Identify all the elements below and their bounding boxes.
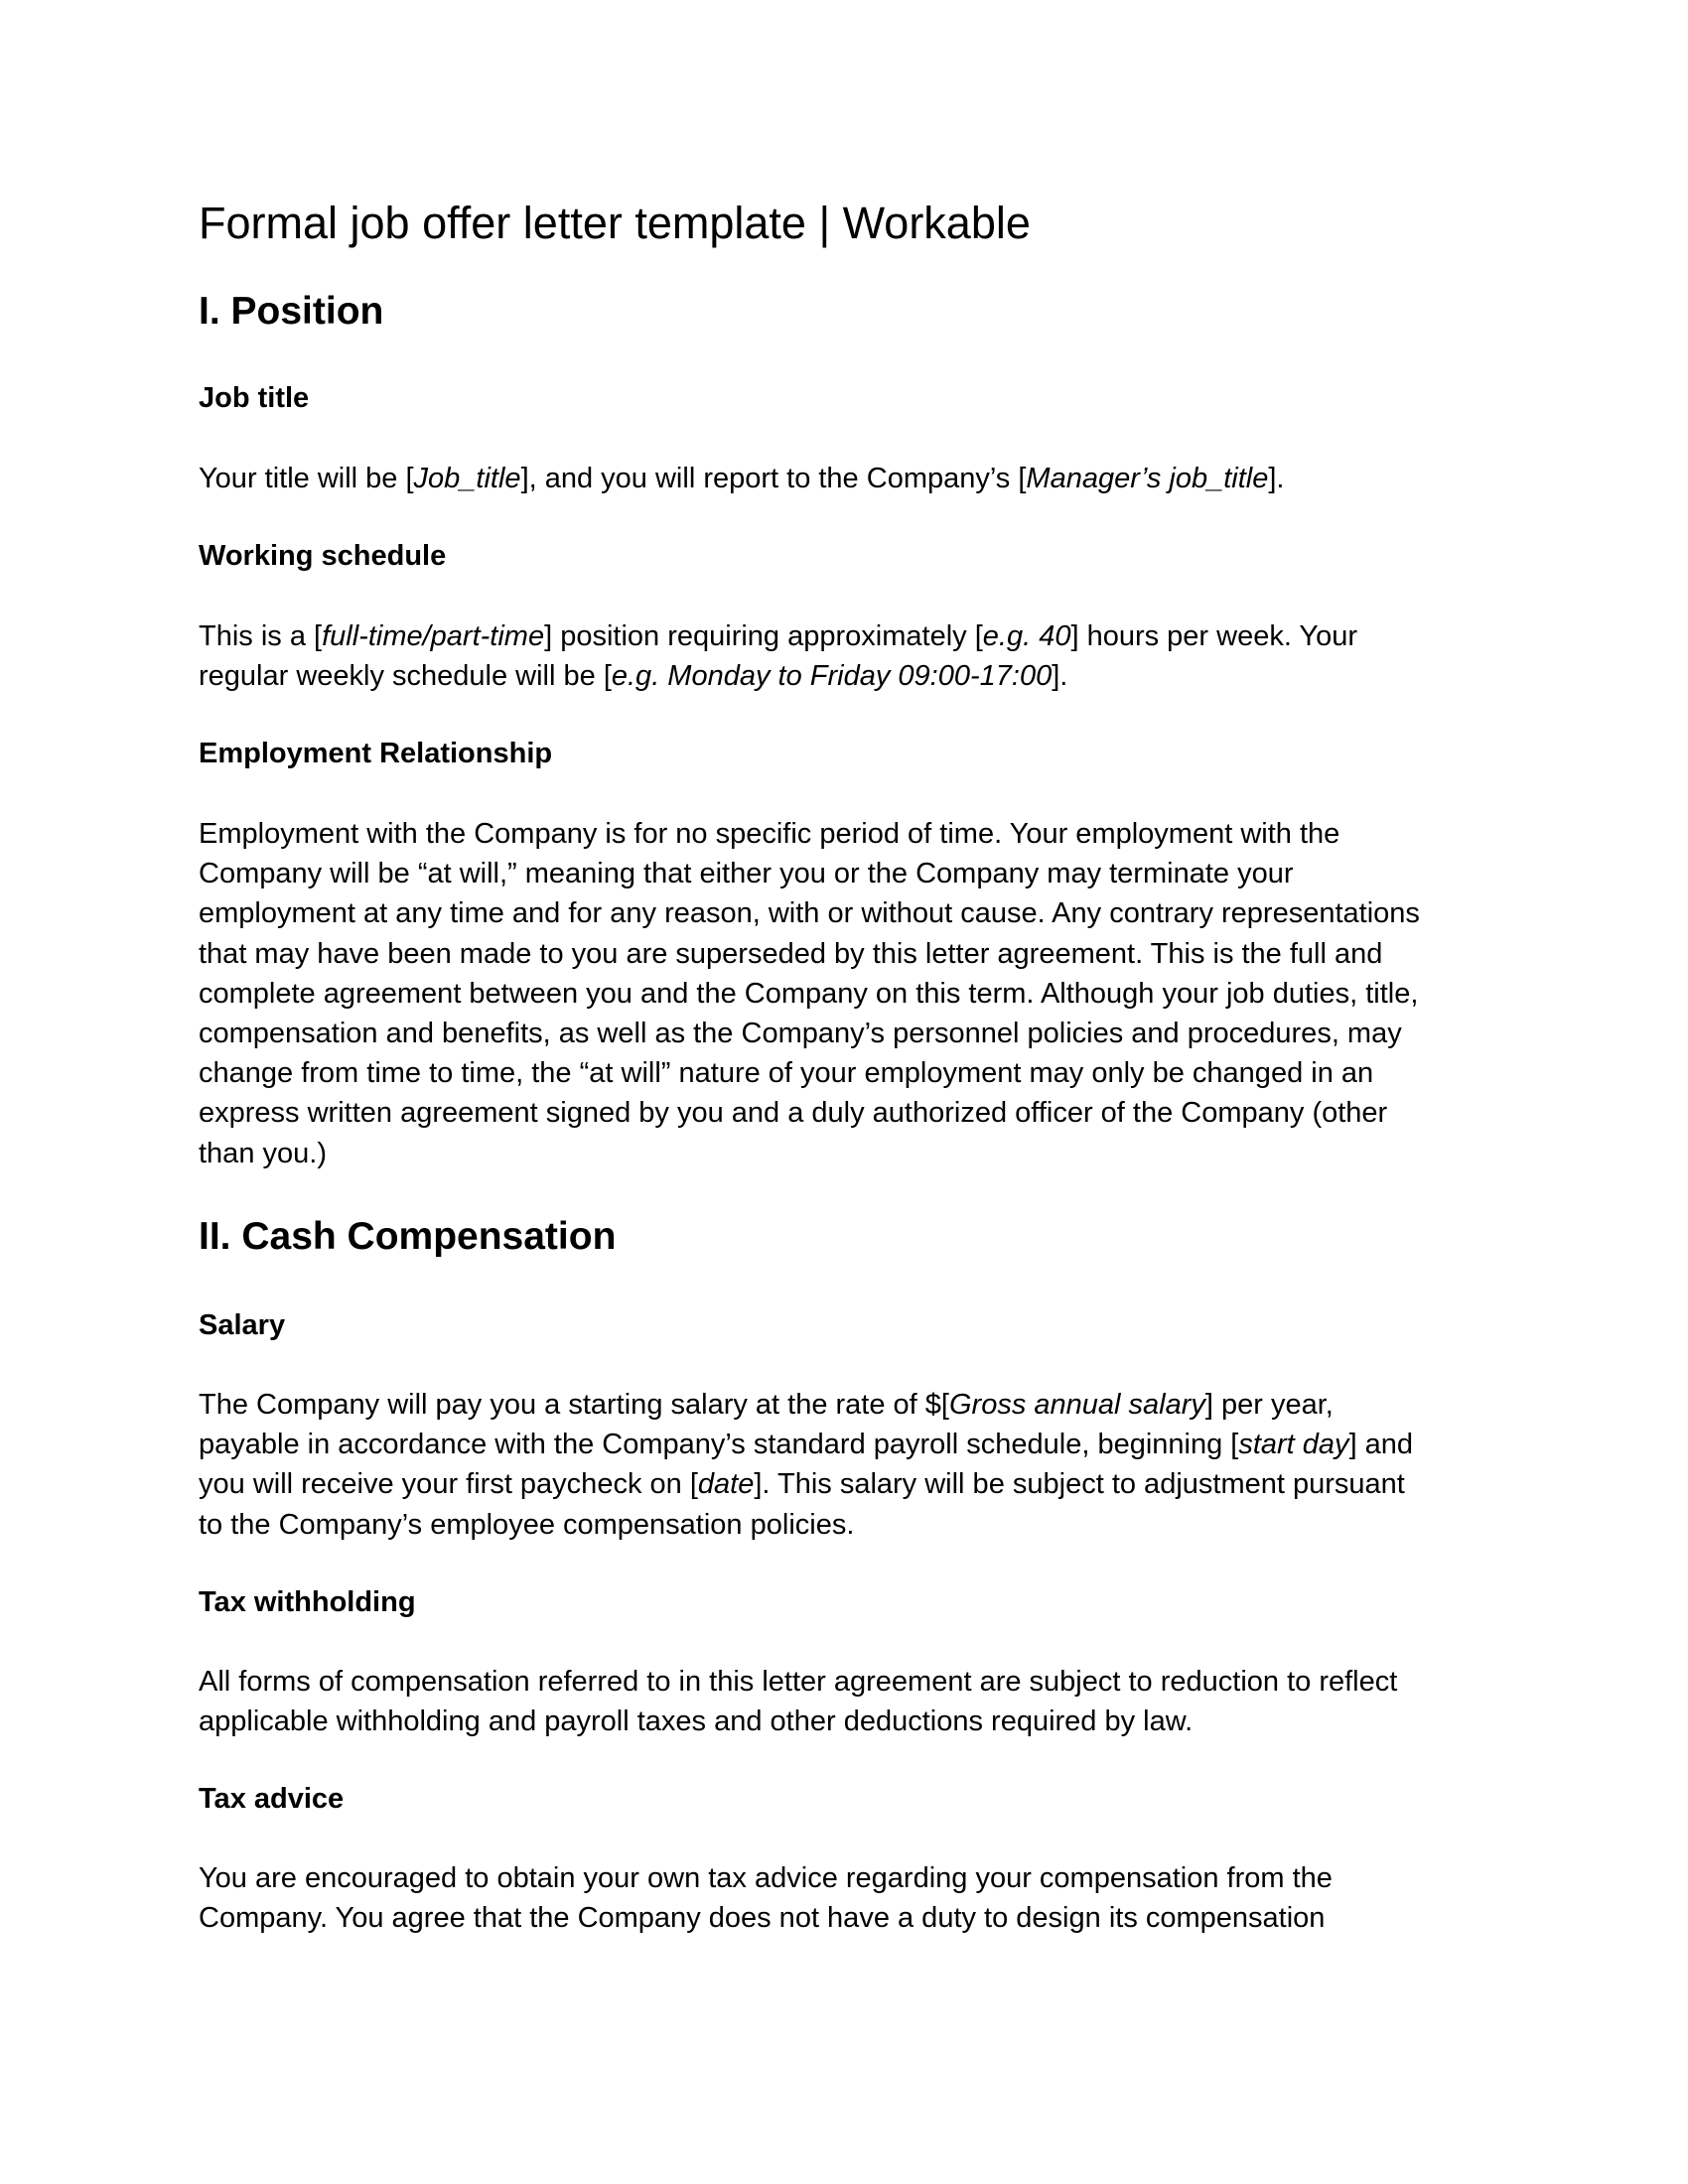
paragraph-line: compensation and benefits, as well as the Company’s personnel policies and procedures, may (199, 1018, 1402, 1050)
paragraph-line: you will receive your first paycheck on [date]. This salary will be subject to adjustment pursuant (199, 1468, 1405, 1501)
placeholder-hours: e.g. 40 (982, 620, 1071, 652)
paragraph-job-title (199, 459, 1499, 498)
paragraph-line: You are encouraged to obtain your own tax advice regarding your compensation from the (199, 1862, 1333, 1894)
placeholder-job-title: Job_title (413, 463, 521, 494)
subheading-salary: Salary (199, 1309, 286, 1341)
paragraph-line: applicable withholding and payroll taxes and other deductions required by law. (199, 1706, 1194, 1738)
subheading-tax-withholding: Tax withholding (199, 1586, 416, 1618)
section-heading-cash-compensation: II. Cash Compensation (199, 1215, 617, 1258)
paragraph-line: Your title will be [Job_title], and you will report to the Company’s [Manager’s job_title]. (199, 463, 1285, 494)
paragraph-line: Employment with the Company is for no specific period of time. Your employment with the (199, 818, 1340, 850)
section-heading-position: I. Position (199, 290, 384, 333)
document-title: Formal job offer letter template | Workable (199, 198, 1031, 248)
paragraph-tax-withholding (199, 1662, 1499, 1741)
placeholder-employment-type: full-time/part-time (322, 620, 545, 652)
paragraph-line: express written agreement signed by you and a duly authorized officer of the Company (other (199, 1097, 1388, 1130)
paragraph-line: The Company will pay you a starting salary at the rate of $[Gross annual salary] per year, (199, 1389, 1334, 1421)
paragraph-line: than you.) (199, 1137, 327, 1169)
placeholder-start-day: start day (1238, 1429, 1349, 1461)
paragraph-employment-relationship (199, 814, 1499, 1173)
paragraph-line: payable in accordance with the Company’s standard payroll schedule, beginning [start day] and (199, 1429, 1414, 1461)
placeholder-schedule: e.g. Monday to Friday 09:00-17:00 (611, 660, 1053, 693)
paragraph-line: to the Company’s employee compensation policies. (199, 1508, 855, 1541)
paragraph-line: All forms of compensation referred to in this letter agreement are subject to reduction to reflect (199, 1666, 1398, 1698)
subheading-tax-advice: Tax advice (199, 1783, 345, 1815)
paragraph-line: Company will be “at will,” meaning that either you or the Company may terminate your (199, 858, 1294, 890)
placeholder-date: date (697, 1468, 755, 1501)
paragraph-working-schedule (199, 616, 1499, 696)
paragraph-line: change from time to time, the “at will” nature of your employment may only be changed in an (199, 1057, 1374, 1090)
paragraph-salary (199, 1385, 1499, 1545)
paragraph-line: Company. You agree that the Company does not have a duty to design its compensation (199, 1902, 1326, 1935)
subheading-employment-relationship: Employment Relationship (199, 738, 553, 769)
placeholder-manager-job-title: Manager’s job_title (1026, 463, 1269, 494)
subheading-job-title: Job title (199, 382, 310, 414)
paragraph-line: regular weekly schedule will be [e.g. Monday to Friday 09:00-17:00]. (199, 660, 1068, 693)
paragraph-line: that may have been made to you are superseded by this letter agreement. This is the full and (199, 937, 1383, 970)
paragraph-line: complete agreement between you and the Company on this term. Although your job duties, title, (199, 977, 1419, 1010)
placeholder-gross-salary: Gross annual salary (948, 1389, 1205, 1421)
paragraph-tax-advice (199, 1858, 1499, 1938)
subheading-working-schedule: Working schedule (199, 540, 447, 572)
paragraph-line: This is a [full-time/part-time] position requiring approximately [e.g. 40] hours per week. Your (199, 620, 1358, 652)
paragraph-line: employment at any time and for any reason, with or without cause. Any contrary representations (199, 897, 1420, 930)
